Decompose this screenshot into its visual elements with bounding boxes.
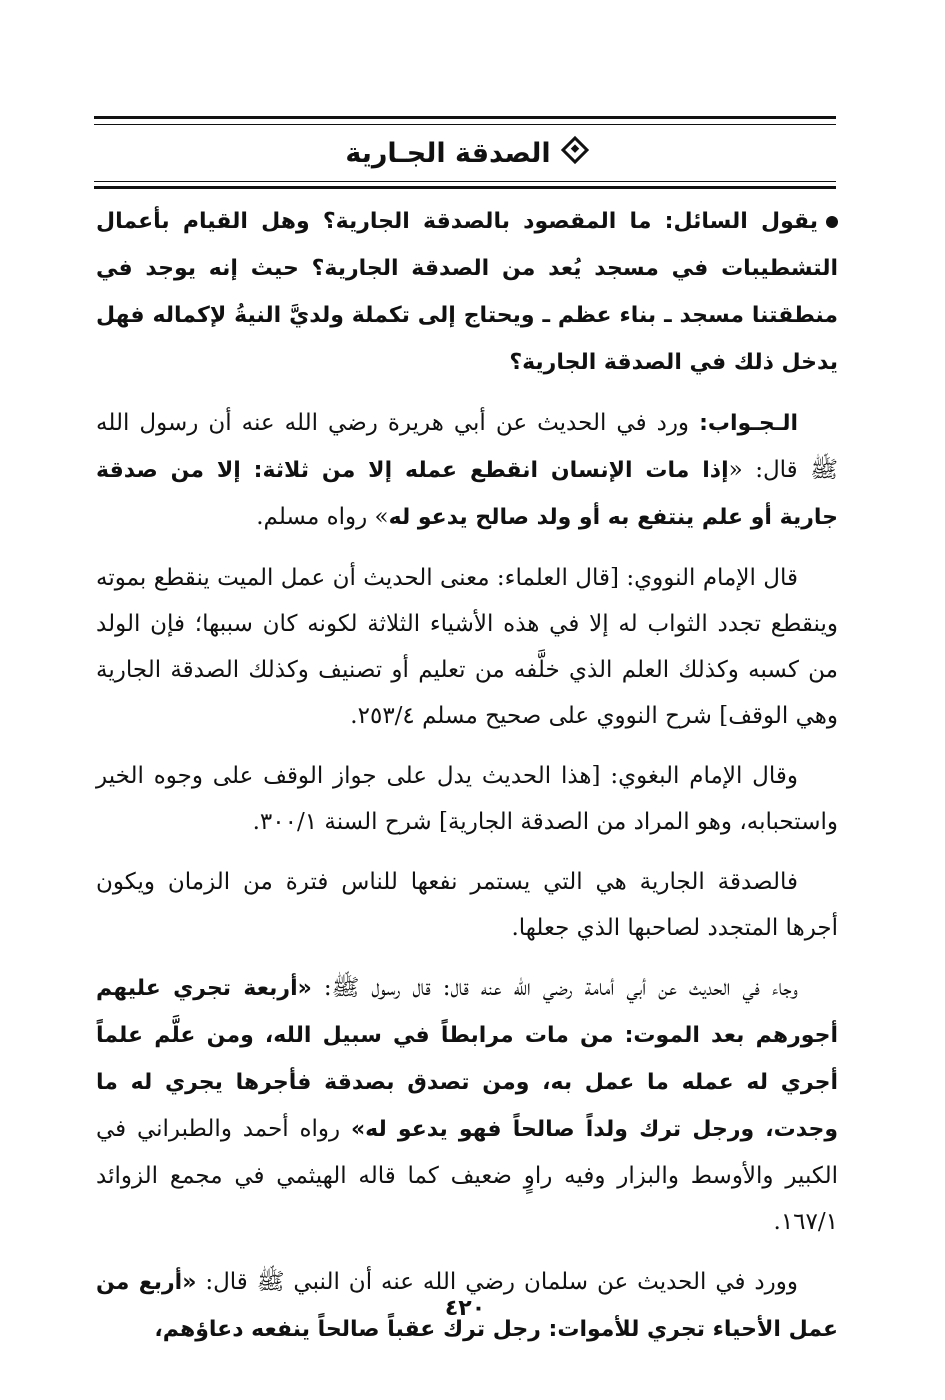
page-number: ٤٢٠ <box>444 1296 486 1321</box>
header-top-rule-thin <box>94 124 836 125</box>
umama-outro: رواه أحمد والطبراني في الكبير والأوسط والبزار وفيه راوٍ ضعيف كما قاله الهيثمي في مجمع الزوائد ١٦٧/١. <box>96 1116 838 1235</box>
answer-paragraph <box>96 400 838 541</box>
header-top-rule-thick <box>94 116 836 119</box>
answer-label: الـجـواب: <box>699 411 799 436</box>
answer-hadith: إذا مات الإنسان انقطع عمله إلا من ثلاثة: إلا من صدقة جارية أو علم ينتفع به أو ولد صالح يدعو له <box>96 458 838 530</box>
answer-outro: » رواه مسلم. <box>256 504 389 530</box>
header-bottom-rule-thin <box>94 181 836 182</box>
definition-paragraph: فالصدقة الجارية هي التي يستمر نفعها للناس فترة من الزمان ويكون أجرها المتجدد لصاحبها الذي جعلها. <box>96 869 838 941</box>
umama-intro: وجاء في الحديث عن أبي أمامة رضي الله عنه قال: قال رسول ﷺ: <box>311 975 798 1001</box>
article-body <box>96 198 838 1367</box>
nawawi-paragraph: قال الإمام النووي: [قال العلماء: معنى الحديث أن عمل الميت ينقطع بموته وينقطع تجدد الثواب له إلا في هذه الأشياء الثلاثة لكونه كان سببها؛ فإن الولد من كسبه وكذلك العلم الذي خلَّفه من تعليم أو تصنيف وكذلك الصدقة الجارية وهي الوقف] شرح النووي على صحيح مسلم ٢٥٣/٤. <box>96 565 838 729</box>
section-title-text: الصدقة الجـارية <box>345 138 551 169</box>
question-paragraph <box>96 198 838 386</box>
section-title <box>94 132 836 176</box>
umama-hadith: «أربعة تجري عليهم أجورهم بعد الموت: من مات مرابطاً في سبيل الله، ومن علَّم علماً أجري له عمله ما عمل به، ومن تصدق بصدقة فأجرها يجري له ما وجدت، ورجل ترك ولداً صالحاً فهو يدعو له» <box>96 976 838 1142</box>
bullet-icon <box>826 216 838 228</box>
question-text: يقول السائل: ما المقصود بالصدقة الجارية؟ وهل القيام بأعمال التشطيبات في مسجد يُعد من الصدقة الجارية؟ حيث إنه يوجد في منطقتنا مسجد ـ بناء عظم ـ ويحتاج إلى تكملة ولديَّ النيةُ لإكماله فهل يدخل ذلك في الصدقة الجارية؟ <box>96 209 838 375</box>
answer-intro: ورد في الحديث عن أبي هريرة رضي الله عنه أن رسول الله ﷺ قال: « <box>96 410 838 483</box>
diamond-icon <box>561 136 589 164</box>
header-bottom-rule-thick <box>94 186 836 189</box>
salman-hadith: «أربع من عمل الأحياء تجري للأموات: رجل ترك عقباً صالحاً ينفعه دعاؤهم، <box>96 1270 838 1342</box>
salman-intro: وورد في الحديث عن سلمان رضي الله عنه أن النبي ﷺ قال: <box>196 1269 798 1295</box>
baghawi-paragraph: وقال الإمام البغوي: [هذا الحديث يدل على جواز الوقف على وجوه الخير واستحبابه، وهو المراد من الصدقة الجارية] شرح السنة ٣٠٠/١. <box>96 763 838 835</box>
umama-paragraph <box>96 965 838 1245</box>
